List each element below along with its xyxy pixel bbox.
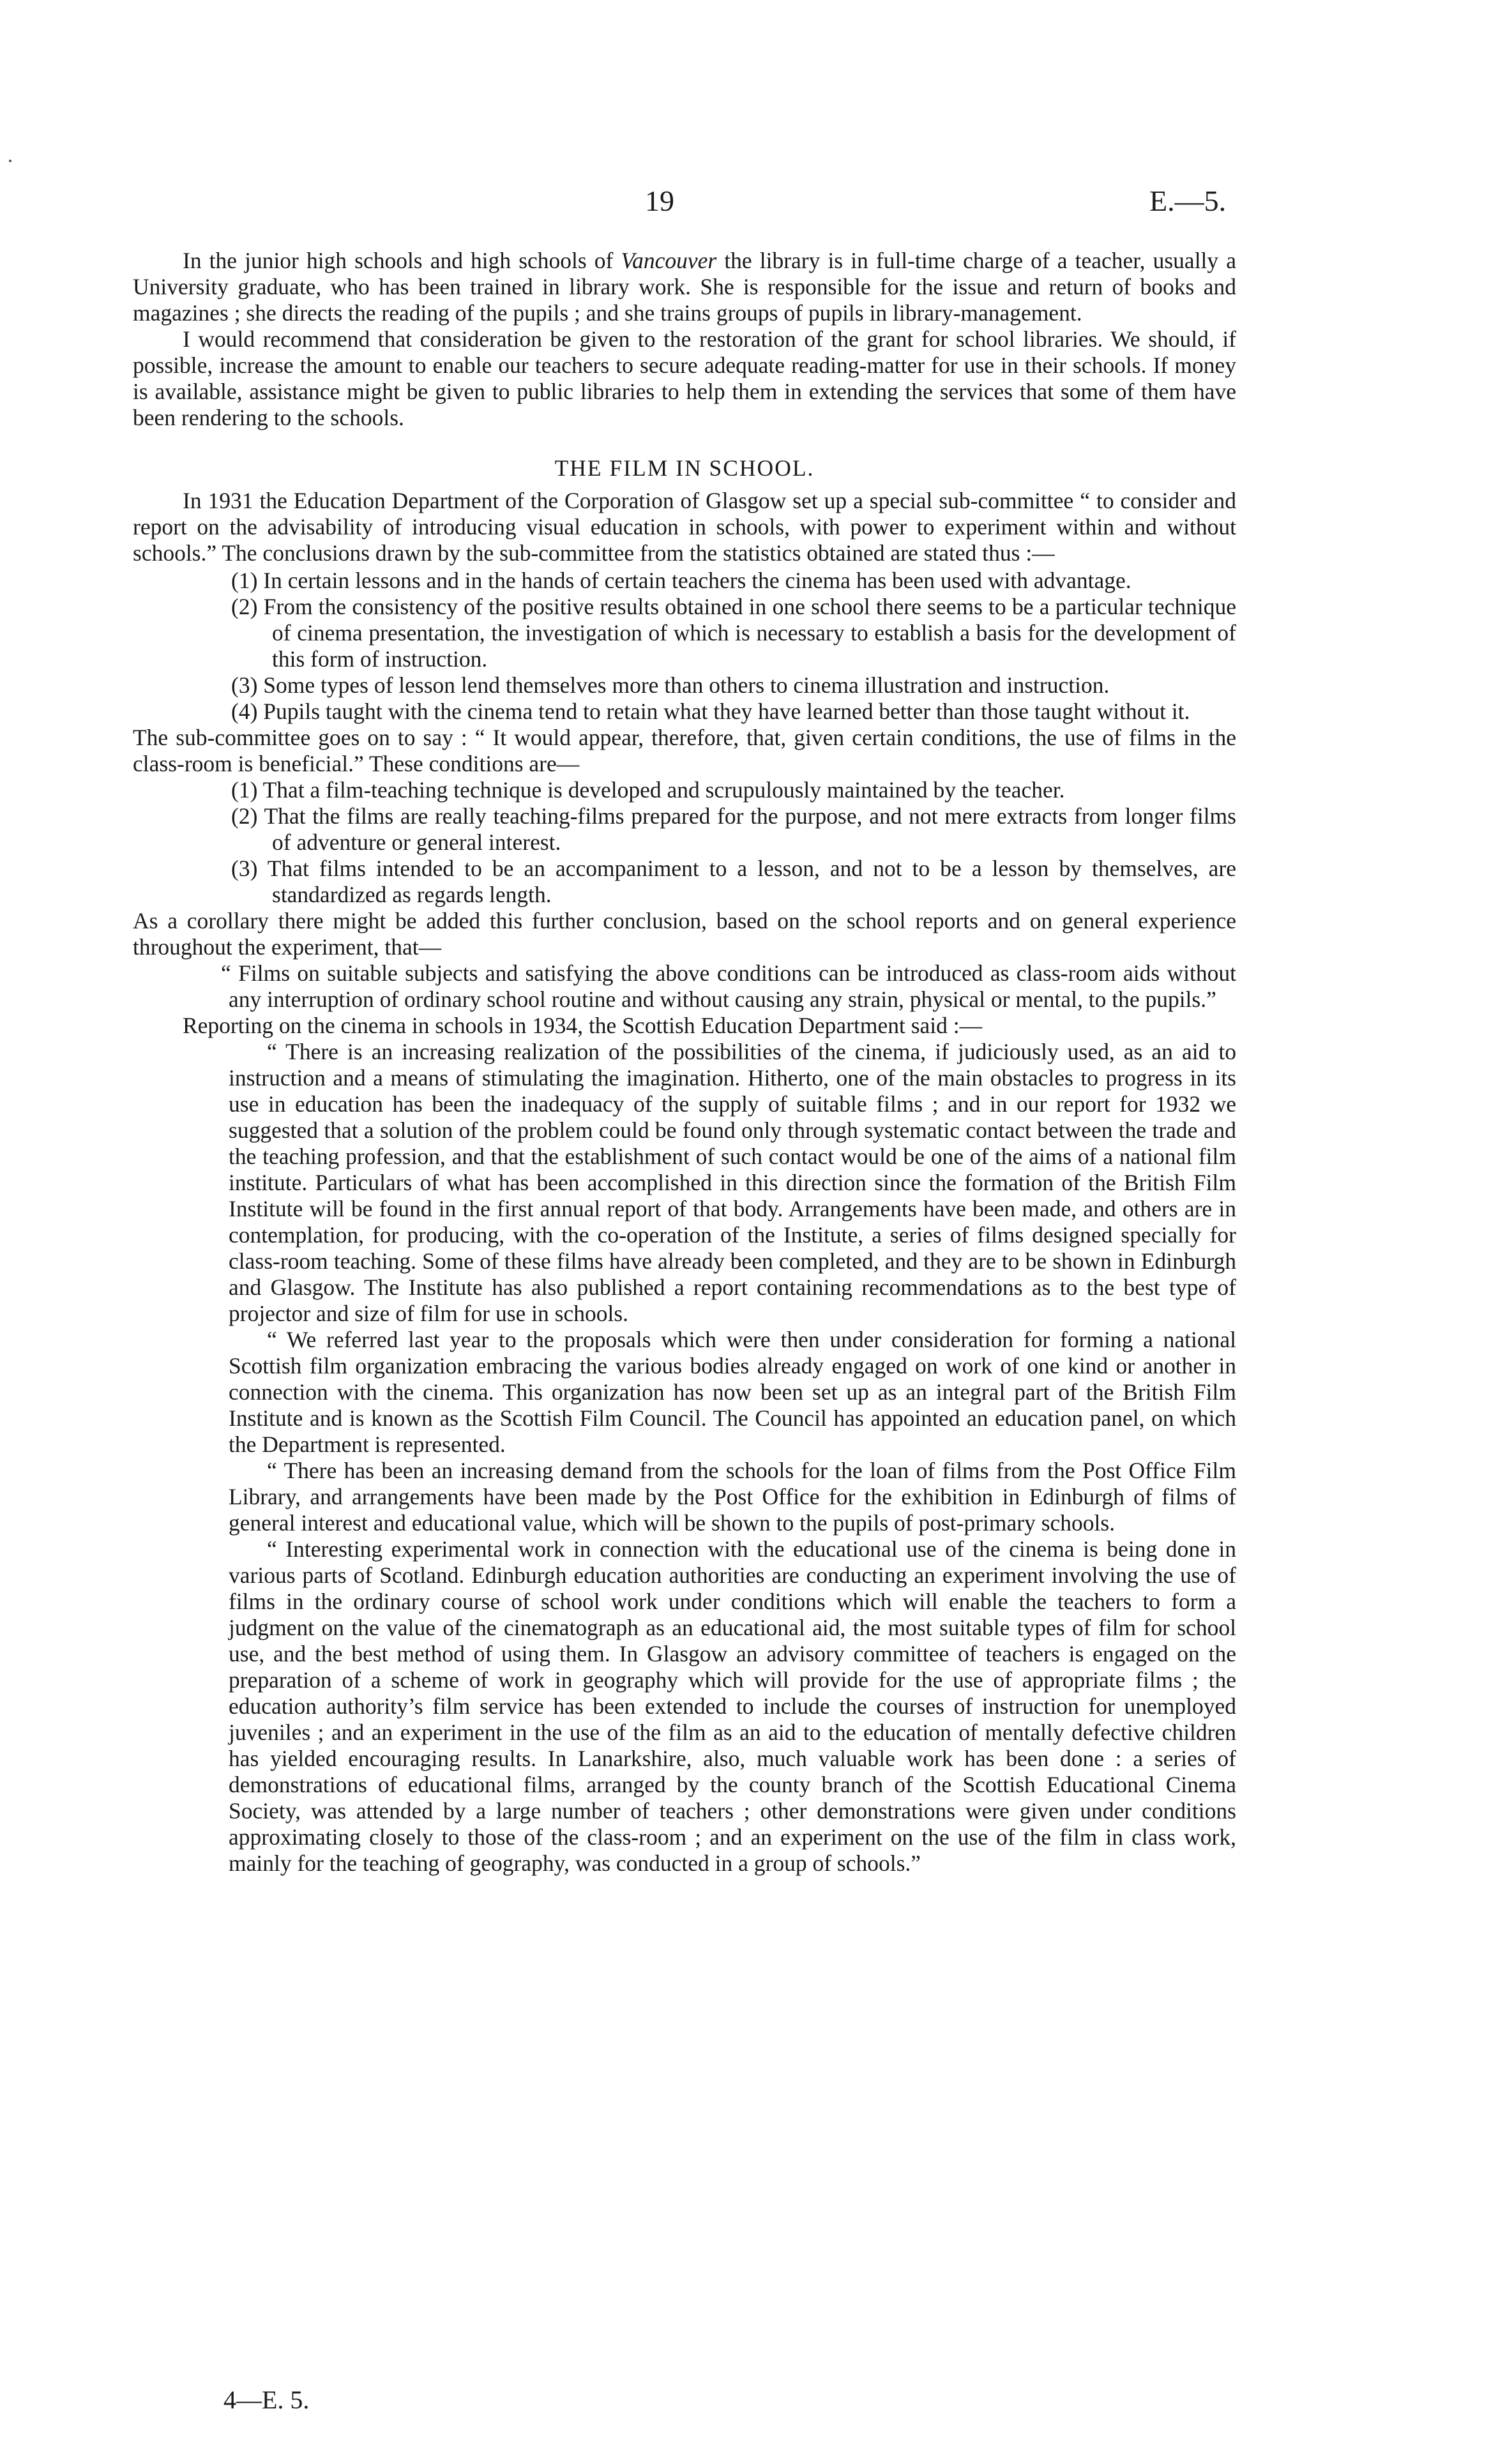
conclusion-item: (4) Pupils taught with the cinema tend to retain what they have learned better than those taught without it. xyxy=(231,699,1190,724)
paragraph-recommend: I would recommend that consideration be given to the restoration of the grant for school libraries. We should, if possible, increase the amount to enable our teachers to secure adequate reading-matter for use in their schools. If money is available, assistance might be given to public libraries to help them in extending the services that some of them have been rendering to the schools. xyxy=(133,326,1236,430)
conclusion-item: (2) From the consistency of the positive results obtained in one school there seems to be a particular technique of cinema presentation, the investigation of which is necessary to establish a basis for the development of this form of instruction. xyxy=(231,594,1236,672)
paragraph-glasgow-intro: In 1931 the Education Department of the Corporation of Glasgow set up a special sub-committee “ to consider and report on the advisability of introducing visual education in schools, with power to experiment within and without schools.” The conclusions drawn by the sub-committee from the statistics obtained are stated thus :— xyxy=(133,488,1236,566)
department-quote: “ We referred last year to the proposals which were then under consideration for forming a national Scottish film organization embracing the various bodies already engaged on work of one kind or another in connection with the cinema. This organization has now been set up as an integral part of the British Film Institute and is known as the Scottish Film Council. The Council has appointed an education panel, on which the Department is represented. xyxy=(229,1327,1236,1457)
vancouver-name: Vancouver xyxy=(621,248,717,273)
scan-speck xyxy=(9,160,11,162)
page-body xyxy=(133,248,1236,1877)
paragraph-subcommittee: The sub-committee goes on to say : “ It would appear, therefore, that, given certain conditions, the use of films in the class-room is beneficial.” These conditions are— xyxy=(133,725,1236,776)
paragraph-vancouver: In the junior high schools and high schools of Vancouver the library is in full-time charge of a teacher, usually a University graduate, who has been trained in library work. She is responsible for the issue and return of books and magazines ; she directs the reading of the pupils ; and she trains groups of pupils in library-management. xyxy=(133,248,1236,326)
paragraph-corollary: As a corollary there might be added this further conclusion, based on the school reports and on general experience throughout the experiment, that— xyxy=(133,908,1236,960)
department-quote: “ There has been an increasing demand from the schools for the loan of films from the Post Office Film Library, and arrangements have been made by the Post Office for the exhibition in Edinburgh of films of general interest and educational value, which will be shown to the pupils of post-primary schools. xyxy=(229,1458,1236,1536)
paragraph-reporting: Reporting on the cinema in schools in 1934, the Scottish Education Department said :— xyxy=(183,1013,983,1038)
department-quote: “ There is an increasing realization of the possibilities of the cinema, if judiciously used, as an aid to instruction and a means of stimulating the imagination. Hitherto, one of the main obstacles to progress in its use in education has been the inadequacy of the supply of suitable films ; and in our report for 1932 we suggested that a solution of the problem could be found only through systematic contact between the trade and the teaching profession, and that the establishment of such contact would be one of the aims of a national film institute. Particulars of what has been accomplished in this direction since the formation of the British Film Institute will be found in the first annual report of that body. Arrangements have been made, and others are in contemplation, for producing, with the co-operation of the Institute, a series of films designed specially for class-room teaching. Some of these films have already been completed, and they are to be shown in Edinburgh and Glasgow. The Institute has also published a report containing recommendations as to the best type of projector and size of film for use in schools. xyxy=(229,1039,1236,1326)
department-quote: “ Interesting experimental work in connection with the educational use of the cinema is being done in various parts of Scotland. Edinburgh education authorities are conducting an experiment involving the use of films in the ordinary course of school work under conditions which will enable the teachers to form a judgment on the value of the cinematograph as an educational aid, the most suitable types of film for school use, and the best method of using them. In Glasgow an advisory committee of teachers is engaged on the preparation of a scheme of work in geography which will provide for the use of appropriate films ; the education authority’s film service has been extended to include the courses of instruction for unemployed juveniles ; and an experiment in the use of the film as an aid to the education of mentally defective children has yielded encouraging results. In Lanarkshire, also, much valuable work has been done : a series of demonstrations of educational films, arranged by the county branch of the Scottish Educational Cinema Society, was attended by a large number of teachers ; other demonstrations were given under conditions approximating closely to those of the class-room ; and an experiment on the use of the film in class work, mainly for the teaching of geography, was conducted in a group of schools.” xyxy=(229,1536,1236,1876)
page-number: 19 xyxy=(645,185,674,217)
corollary-quote: “ Films on suitable subjects and satisfying the above conditions can be introduced as class-room aids without any interruption of ordinary school routine and without causing any strain, physical or mental, to the pupils.” xyxy=(221,960,1236,1012)
condition-item: (3) That films intended to be an accompaniment to a lesson, and not to be a lesson by themselves, are standardized as regards length. xyxy=(231,856,1236,907)
section-heading: THE FILM IN SCHOOL. xyxy=(554,455,815,481)
conclusion-item: (1) In certain lessons and in the hands of certain teachers the cinema has been used with advantage. xyxy=(231,568,1131,593)
condition-item: (1) That a film-teaching technique is developed and scrupulously maintained by the teacher. xyxy=(231,777,1065,803)
conclusion-item: (3) Some types of lesson lend themselves more than others to cinema illustration and instruction. xyxy=(231,672,1110,698)
condition-item: (2) That the films are really teaching-films prepared for the purpose, and not mere extracts from longer films of adventure or general interest. xyxy=(231,803,1236,855)
document-code: E.—5. xyxy=(1149,185,1227,217)
signature-mark: 4—E. 5. xyxy=(223,2385,310,2414)
